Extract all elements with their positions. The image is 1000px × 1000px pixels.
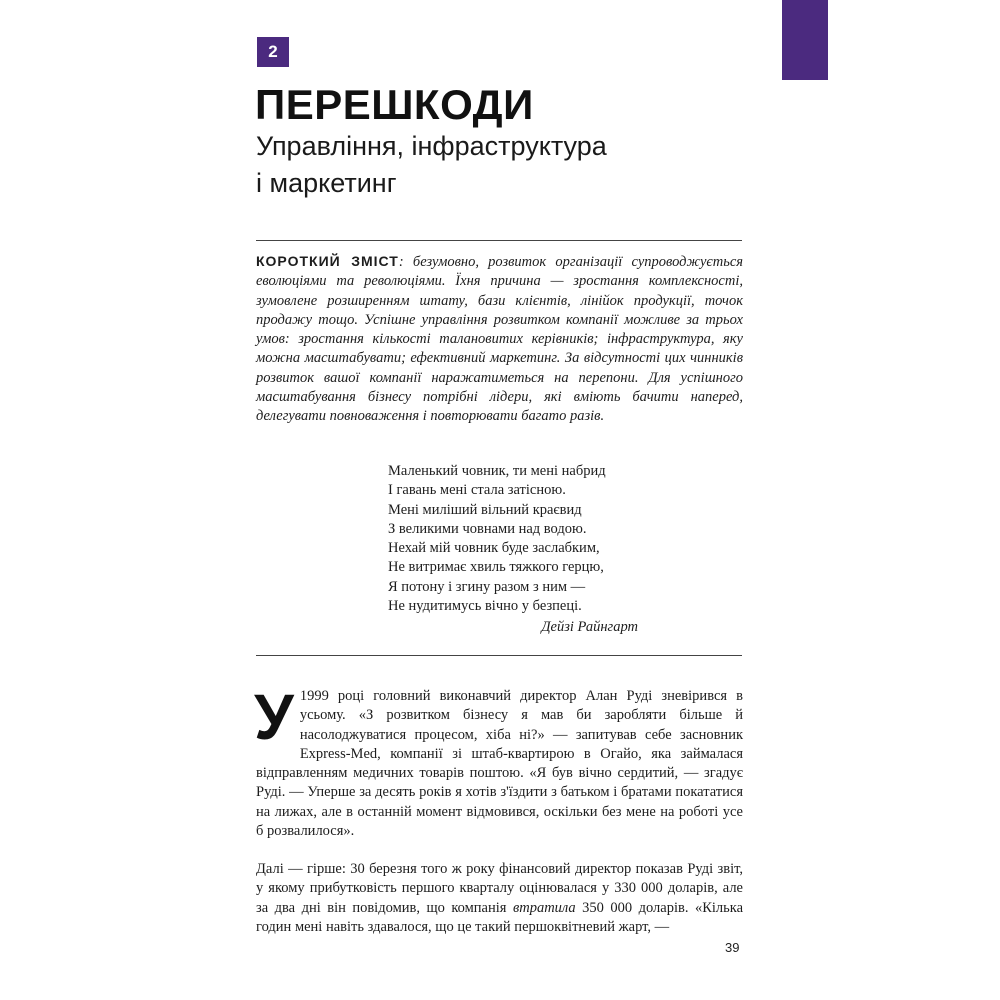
body-paragraph-1 [254,681,743,841]
divider-top [256,240,742,241]
divider-bottom [256,655,742,656]
chapter-number-badge: 2 [257,37,289,67]
body-paragraph-2-text-end: 350 000 доларів. «Кілька годин мені навіть здавалося, що це такий першоквітневий жарт, — [256,899,744,935]
body-paragraph-2-emphasis: втратила [512,899,576,916]
epigraph-poem [388,462,638,638]
poem-line: Не нудитимусь вічно у безпеці. [388,598,582,615]
page-number: 39 [725,940,740,955]
body-paragraph-1-text: 1999 році головний виконавчий директор Алан Руді зневірився в усьому. «З розвитком бізнесу я мав би заробляти більше й насолоджуватися процесом, хіба ні?» — запитував себе засновник Express-Med, компанії зі штаб-квартирою в Огайо, яка займалася відправленням медичних товарів поштою. «Я був вічно сердитий, — згадує Руді. — Уперше за десять років я хотів з'їздити з батьком і братами покататися на лижах, але в останній момент відмовився, оскільки без мене на роботі усе б розвалилося». [256,688,743,840]
body-paragraph-2-text-start: Далі — гірше: 30 березня того ж року фінансовий директор показав Руді звіт, у якому прибутковість першого кварталу оцінювалася у 330 000 доларів, але за два дні він повідомив, що компанія [256,861,743,916]
poem-line: Нехай мій човник буде заслабким, [388,540,600,557]
poem-author: Дейзі Райнгарт [541,619,638,636]
summary-label: КОРОТКИЙ ЗМІСТ [256,253,399,269]
chapter-subtitle-line2: і маркетинг [256,168,397,198]
body-paragraph-2 [256,860,743,937]
chapter-tab-marker [782,0,828,80]
poem-line: І гавань мені стала затісною. [388,482,566,499]
poem-line: Мені миліший вільний краєвид [388,501,582,518]
chapter-subtitle [256,128,607,202]
poem-line: Не витримає хвиль тяжкого герцю, [388,559,604,576]
poem-line: Маленький човник, ти мені набрид [388,463,606,479]
drop-cap: У [254,681,294,753]
poem-line: Я потону і згину разом з ним — [388,578,586,595]
chapter-subtitle-line1: Управління, інфраструктура [256,131,607,161]
summary-block [256,252,743,427]
summary-text: : безумовно, розвиток організації супроводжується еволюціями та революціями. Їхня причина — зростання комплексності, зумовлене розширенням штату, бази клієнтів, лінійок продукції, точок продажу тощо. Успішне управління розвитком компанії можливе за трьох умов: зростання кількості талановитих керівників; інфраструктура, яку можна масштабувати; ефективний маркетинг. За відсутності цих чинників розвиток вашої компанії наражатиметься на перепони. Для успішного масштабування бізнесу потрібні лідери, які вміють бачити наперед, делегувати повноваження і повторювати багато разів. [256,254,744,425]
chapter-title: ПЕРЕШКОДИ [255,81,534,128]
poem-line: З великими човнами над водою. [388,520,587,537]
